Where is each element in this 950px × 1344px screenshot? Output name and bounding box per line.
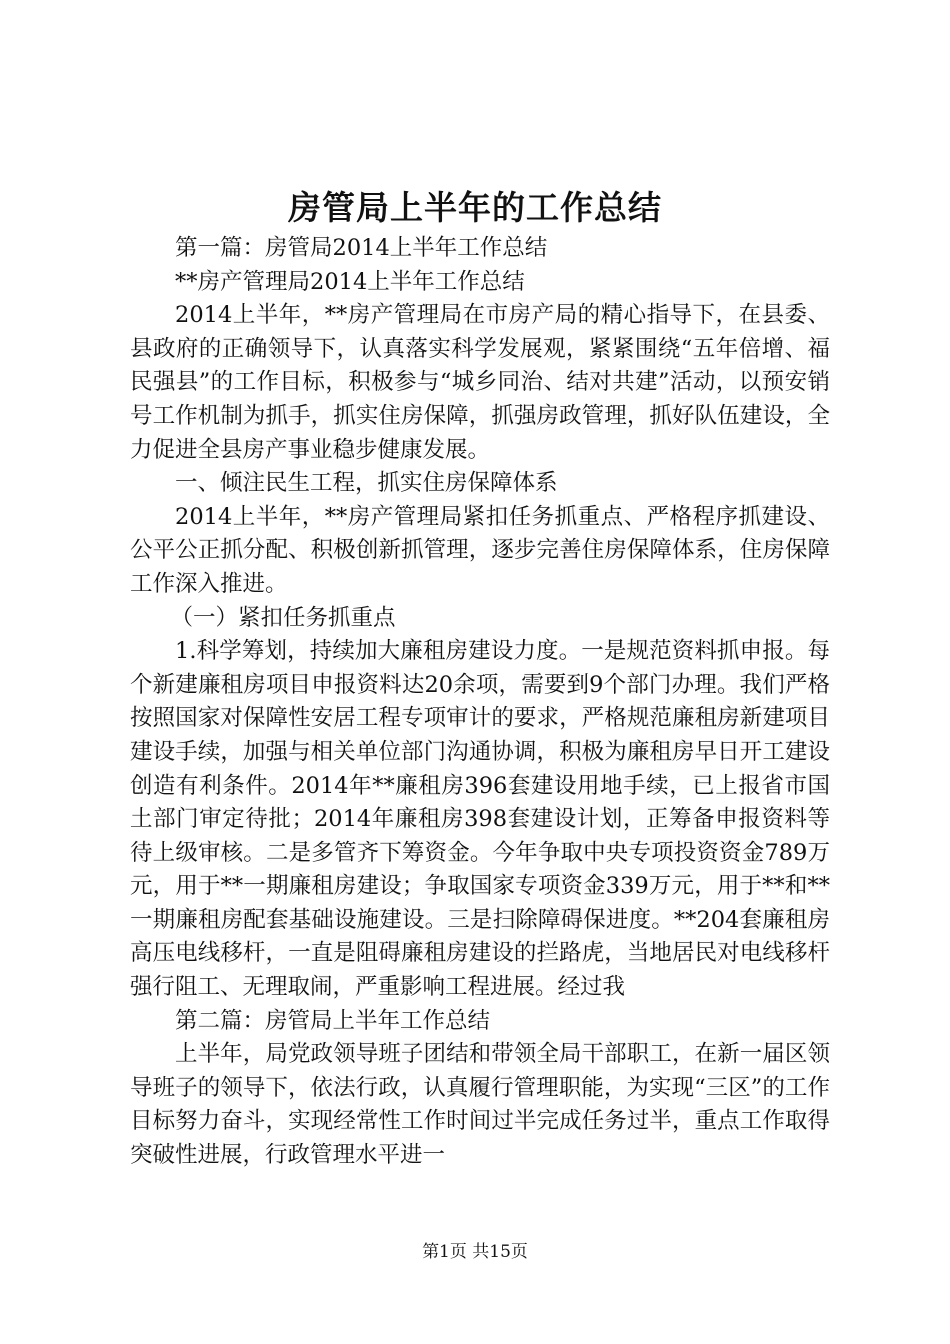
paragraph: 第一篇：房管局2014上半年工作总结: [175, 235, 548, 261]
paragraph: 一、倾注民生工程，抓实住房保障体系: [175, 470, 558, 497]
paragraph: 1.科学筹划，持续加大廉租房建设力度。一是规范资料抓申报。每个新建廉租房项目申报资料达20余项，需要到9个部门办理。我们严格按照国家对保障性安居工程专项审计的要求，严格规范廉租房新建项目建设手续，加强与相关单位部门沟通协调，积极为廉租房早日开工建设创造有利条件。2014年**廉租房396套建设用地手续，已上报省市国土部门审定待批；2014年廉租房398套建设计划，正筹备申报资料等待上级审核。二是多管齐下筹资金。今年争取中央专项投资资金789万元，用于**一期廉租房建设；争取国家专项资金339万元，用于**和**一期廉租房配套基础设施建设。三是扫除障碍保进度。**204套廉租房高压电线移杆，一直是阻碍廉租房建设的拦路虎，当地居民对电线移杆强行阻工、无理取闹，严重影响工程进展。经过我: [130, 638, 830, 1001]
paragraph: **房产管理局2014上半年工作总结: [175, 268, 525, 295]
paragraph: 2014上半年，**房产管理局在市房产局的精心指导下，在县委、县政府的正确领导下，认真落实科学发展观，紧紧围绕“五年倍增、福民强县”的工作目标，积极参与“城乡同治、结对共建”活动，以预安销号工作机制为抓手，抓实住房保障，抓强房政管理，抓好队伍建设，全力促进全县房产事业稳步健康发展。: [130, 302, 830, 463]
paragraph: 2014上半年，**房产管理局紧扣任务抓重点、严格程序抓建设、公平公正抓分配、积极创新抓管理，逐步完善住房保障体系，住房保障工作深入推进。: [130, 503, 830, 597]
page-number-footer: 第1页 共15页: [422, 1242, 528, 1262]
document-title: 房管局上半年的工作总结: [288, 188, 662, 227]
paragraph: 第二篇：房管局上半年工作总结: [175, 1007, 491, 1034]
paragraph: （一）紧扣任务抓重点: [170, 604, 396, 631]
document-body: [130, 232, 830, 1173]
paragraph: 上半年，局党政领导班子团结和带领全局干部职工，在新一届区领导班子的领导下，依法行政，认真履行管理职能，为实现“三区”的工作目标努力奋斗，实现经常性工作时间过半完成任务过半，重点工作取得突破性进展，行政管理水平进一: [130, 1041, 830, 1169]
